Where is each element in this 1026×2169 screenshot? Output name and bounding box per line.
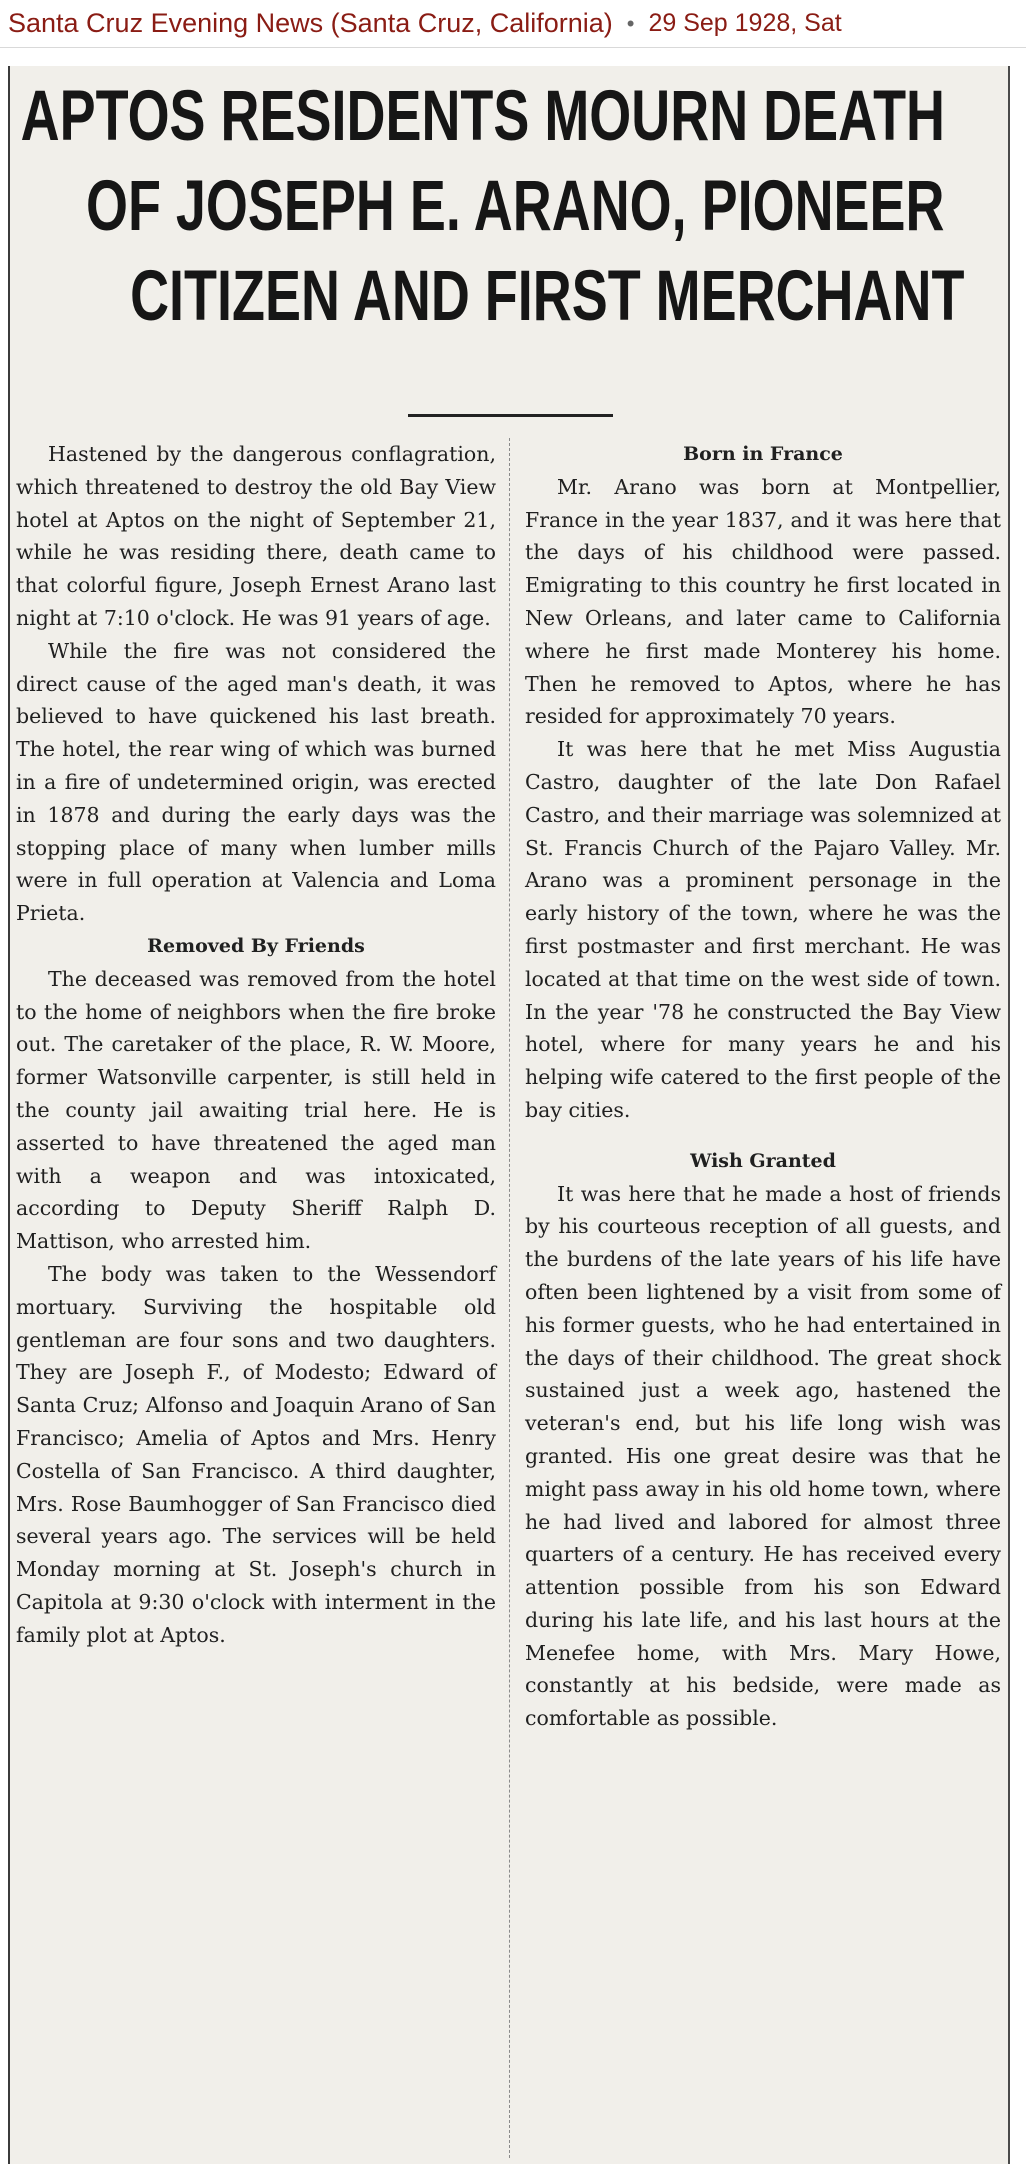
article-paragraph: Mr. Arano was born at Montpellier, France in the year 1837, and it was here that the days of his childhood were passed. Emigrating to this country he first located in New Orleans, and later came to California where he first made Monterey his home. Then he removed to Aptos, where he has resided for approximately 70 years. bbox=[525, 474, 1001, 729]
article-paragraph: Hastened by the dangerous conflagration, which threatened to destroy the old Bay View hotel at Aptos on the night of September 21, while he was residing there, death came to that colorful figure, Joseph Ernest Arano last night at 7:10 o'clock. He was 91 years of age. bbox=[16, 442, 496, 630]
article-paragraph: The deceased was removed from the hotel to the home of neighbors when the fire broke out. The caretaker of the place, R. W. Moore, former Watsonville carpenter, is still held in the county jail awaiting trial here. He is asserted to have threatened the aged man with a weapon and was intoxicated, according to Deputy Sheriff Ralph D. Mattison, who arrested him. bbox=[16, 966, 496, 1254]
article-headline bbox=[10, 72, 1010, 342]
headline-line-3: CITIZEN AND FIRST MERCHANT bbox=[130, 257, 965, 336]
section-subhead: Wish Granted bbox=[690, 1149, 836, 1172]
left-column bbox=[16, 438, 496, 1651]
separator-dot: • bbox=[626, 10, 635, 36]
publication-name[interactable]: Santa Cruz Evening News (Santa Cruz, California) bbox=[8, 8, 613, 38]
publication-date[interactable]: 29 Sep 1928, Sat bbox=[648, 9, 842, 37]
newspaper-clipping bbox=[8, 66, 1010, 2164]
article-paragraph: While the fire was not considered the direct cause of the aged man's death, it was believed to have quickened his last breath. The hotel, the rear wing of which was burned in a fire of undetermined origin, was erected in 1878 and during the early days was the stopping place of many when lumber mills were in full operation at Valencia and Loma Prieta. bbox=[16, 638, 496, 926]
article-paragraph: It was here that he met Miss Augustia Castro, daughter of the late Don Rafael Castro, and their marriage was solemnized at St. Francis Church of the Pajaro Valley. Mr. Arano was a prominent personage in the early history of the town, where he was the first postmaster and first merchant. He was located at that time on the west side of town. In the year '78 he constructed the Bay View hotel, where for many years he and his helping wife catered to the first people of the bay cities. bbox=[525, 737, 1001, 1122]
section-subhead: Born in France bbox=[683, 443, 843, 465]
right-column bbox=[525, 438, 1001, 1735]
clipping-header bbox=[0, 0, 1026, 48]
column-divider bbox=[509, 438, 510, 2158]
headline-line-2: OF JOSEPH E. ARANO, PIONEER bbox=[86, 167, 945, 246]
headline-rule bbox=[408, 414, 613, 417]
section-gap bbox=[525, 1127, 1001, 1145]
article-paragraph: The body was taken to the Wessendorf mortuary. Surviving the hospitable old gentleman are four sons and two daughters. They are Joseph F., of Modesto; Edward of Santa Cruz; Alfonso and Joaquin Arano of San Francisco; Amelia of Aptos and Mrs. Henry Costella of San Francisco. A third daughter, Mrs. Rose Baumhogger of San Francisco died several years ago. The services will be held Monday morning at St. Joseph's church in Capitola at 9:30 o'clock with interment in the family plot at Aptos. bbox=[16, 1261, 496, 1647]
section-subhead: Removed By Friends bbox=[147, 934, 365, 957]
headline-line-1: APTOS RESIDENTS MOURN DEATH bbox=[20, 77, 946, 156]
article-paragraph: It was here that he made a host of friends by his courteous reception of all guests, and the burdens of the late years of his life have often been lightened by a visit from some of his former guests, who he had entertained in the days of their childhood. The great shock sustained just a week ago, hastened the veteran's end, but his life long wish was granted. His one great desire was that he might pass away in his old home town, where he had lived and labored for almost three quarters of a century. He has received every attention possible from his son Edward during his late life, and his last hours at the Menefee home, with Mrs. Mary Howe, constantly at his bedside, were made as comfortable as possible. bbox=[525, 1181, 1001, 1731]
